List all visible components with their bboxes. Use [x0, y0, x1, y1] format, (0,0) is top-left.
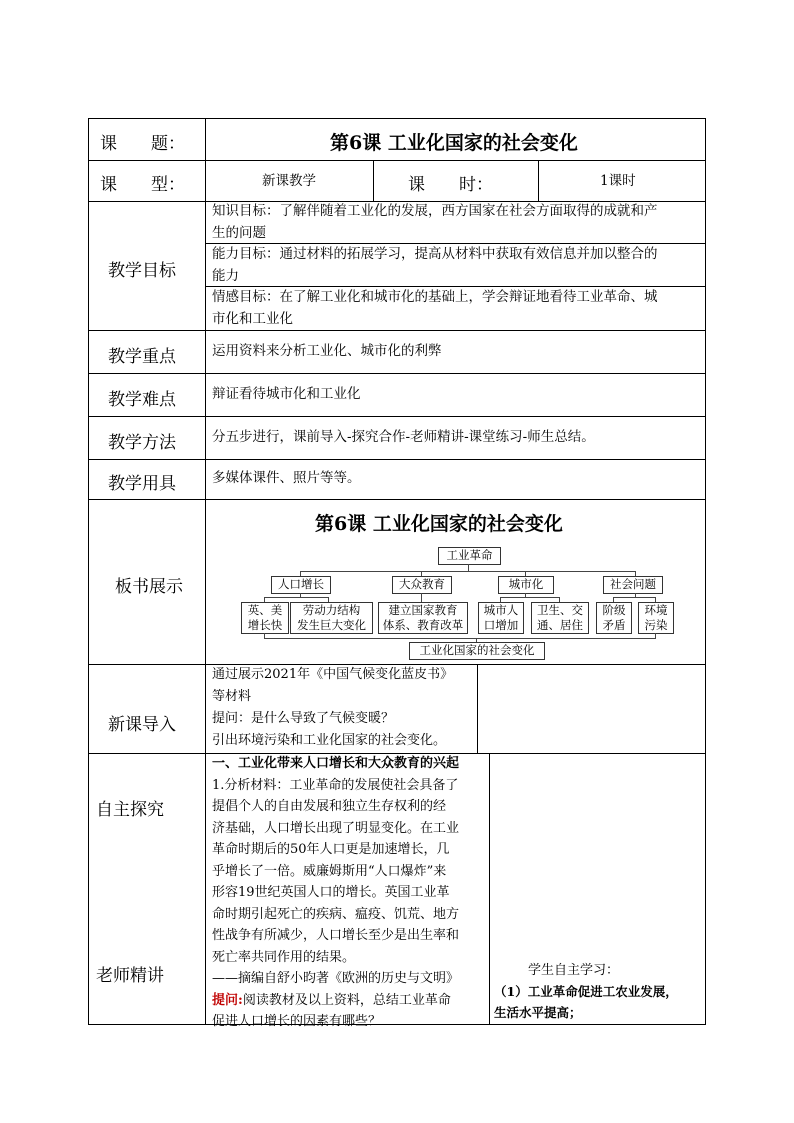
tools-label: 教学用具 — [108, 474, 176, 494]
board-leaf-line: 劳动力结构 — [302, 603, 361, 617]
question-label: 提问: — [212, 992, 243, 1008]
objective-knowledge-line: 生的问题 — [212, 225, 266, 241]
question-line — [212, 990, 492, 1012]
board-branch: 城市化 — [498, 576, 554, 594]
board-leaf-line: 矛盾 — [602, 618, 626, 632]
methods-label: 教学方法 — [108, 433, 176, 453]
question-cont: 促进人口增长的因素有哪些？ — [212, 1014, 382, 1029]
difficulties-value: 辩证看待城市化和工业化 — [212, 386, 361, 402]
inquiry-label: 自主探究 — [96, 800, 164, 820]
board-leaf — [478, 602, 524, 634]
board-branch: 社会问题 — [603, 576, 663, 594]
student-title: 学生自主学习： — [528, 963, 620, 978]
objective-ability — [212, 243, 702, 287]
inquiry-content — [212, 753, 492, 1033]
lesson-label: 课 题： — [100, 134, 185, 154]
difficulties-label: 教学难点 — [108, 390, 176, 410]
type-value: 新课教学 — [262, 173, 316, 189]
board-leaf-line: 卫生、交 — [537, 603, 583, 617]
board-title: 第6课 工业化国家的社会变化 — [315, 513, 563, 535]
board-leaf-line: 通、居住 — [537, 618, 583, 632]
board-leaf — [290, 602, 373, 634]
board-leaf — [638, 602, 674, 634]
type-label: 课 型： — [100, 175, 185, 195]
board-leaf-line: 阶级 — [602, 603, 626, 617]
inquiry-line: 形容19世纪英国人口的增长。英国工业革 — [212, 885, 450, 900]
intro-line: 通过展示2021年《中国气候变化蓝皮书》 — [212, 667, 454, 682]
inquiry-line: 死亡率共同作用的结果。 — [212, 949, 356, 965]
objective-ability-line: 能力 — [212, 268, 239, 284]
board-leaf-line: 建立国家教育 — [388, 603, 458, 617]
board-leaf-line: 英、美 — [247, 603, 283, 617]
tools-value: 多媒体课件、照片等等。 — [212, 470, 361, 486]
objective-emotion — [212, 286, 702, 330]
key-points-label: 教学重点 — [108, 347, 176, 367]
board-branch: 大众教育 — [392, 576, 452, 594]
inquiry-line: 1.分析材料：工业革命的发展使社会具备了 — [212, 777, 459, 793]
board-leaf-line: 发生巨大变化 — [297, 618, 366, 632]
inquiry-line: 乎增长了一倍。威廉姆斯用“人口爆炸”来 — [212, 863, 447, 879]
board-leaf-line: 污染 — [644, 618, 668, 632]
intro-content — [212, 664, 477, 752]
inquiry-line: 革命时期后的50年人口更是加速增长，几 — [212, 842, 450, 857]
methods-value: 分五步进行，课前导入-探究合作-老师精讲-课堂练习-师生总结。 — [212, 429, 595, 445]
question-text: 阅读教材及以上资料，总结工业革命 — [242, 992, 451, 1008]
intro-label: 新课导入 — [108, 715, 176, 735]
inquiry-line: 提倡个人的自由发展和独立生存权利的经 — [212, 799, 447, 814]
student-line: （1）工业革命促进工农业发展， — [494, 984, 678, 999]
board-leaf — [531, 602, 589, 634]
board-leaf-line: 口增加 — [483, 618, 519, 632]
student-line: 生活水平提高； — [494, 1005, 582, 1020]
intro-line: 引出环境污染和工业化国家的社会变化。 — [212, 733, 447, 748]
board-leaf-line: 体系、教育改革 — [382, 618, 464, 632]
board-leaf — [241, 602, 289, 634]
hours-label: 课 时： — [408, 175, 493, 195]
board-leaf — [596, 602, 632, 634]
inquiry-line: 济基础，人口增长出现了明显变化。在工业 — [212, 820, 460, 836]
intro-line: 等材料 — [212, 689, 252, 704]
board-leaf-line: 增长快 — [247, 618, 283, 632]
lesson-title: 第6课 工业化国家的社会变化 — [330, 132, 578, 154]
inquiry-line: 性战争有所减少，人口增长至少是出生率和 — [212, 928, 460, 943]
board-bottom: 工业化国家的社会变化 — [409, 642, 545, 660]
inquiry-line: ——摘编自舒小昀著《欧洲的历史与文明》 — [212, 971, 460, 986]
objective-knowledge-line: 知识目标：了解伴随着工业化的发展，西方国家在社会方面取得的成就和产 — [212, 203, 658, 219]
board-root: 工业革命 — [438, 547, 501, 565]
intro-line: 提问：是什么导致了气候变暖？ — [212, 711, 395, 726]
teacher-label: 老师精讲 — [96, 966, 164, 986]
board-branch: 人口增长 — [271, 576, 331, 594]
board-leaf-line: 环境 — [644, 603, 668, 617]
objective-ability-line: 能力目标：通过材料的拓展学习，提高从材料中获取有效信息并加以整合的 — [212, 246, 658, 262]
student-study — [494, 960, 704, 1023]
board-leaf-line: 城市人 — [483, 603, 519, 617]
objective-emotion-line: 市化和工业化 — [212, 311, 293, 327]
objectives-label: 教学目标 — [108, 261, 176, 281]
objective-knowledge — [212, 200, 702, 244]
key-points-value: 运用资料来分析工业化、城市化的利弊 — [212, 343, 442, 359]
inquiry-heading: 一、工业化带来人口增长和大众教育的兴起 — [212, 756, 460, 771]
hours-value: 1课时 — [600, 173, 636, 189]
objective-emotion-line: 情感目标：在了解工业化和城市化的基础上，学会辩证地看待工业革命、城 — [212, 289, 658, 305]
inquiry-line: 命时期引起死亡的疾病、瘟疫、饥荒、地方 — [212, 906, 460, 922]
board-label: 板书展示 — [115, 577, 183, 597]
board-leaf — [378, 602, 468, 634]
